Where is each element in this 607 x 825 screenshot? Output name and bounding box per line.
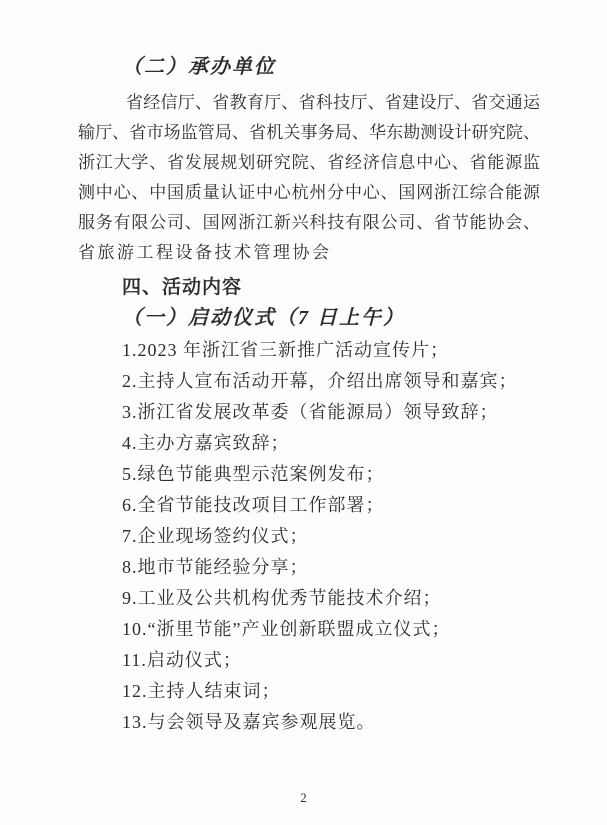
agenda-item: 13.与会领导及嘉宾参观展览。 <box>122 712 376 732</box>
paragraph-line: 测中心、中国质量认证中心杭州分中心、国网浙江综合能源 <box>78 183 540 202</box>
subsection-heading-launch-ceremony: （一）启动仪式（7 日上午） <box>122 307 405 329</box>
agenda-list <box>122 335 540 738</box>
paragraph-line: 省旅游工程设备技术管理协会 <box>78 243 332 262</box>
agenda-item: 8.地市节能经验分享； <box>122 557 309 577</box>
agenda-item: 1.2023 年浙江省三新推广活动宣传片； <box>122 340 449 360</box>
undertaker-paragraph <box>78 88 540 268</box>
paragraph-line: 输厅、省市场监管局、省机关事务局、华东勘测设计研究院、 <box>78 123 540 142</box>
agenda-item: 6.全省节能技改项目工作部署； <box>122 495 385 515</box>
agenda-item: 12.主持人结束词； <box>122 681 281 701</box>
paragraph-line: 省经信厅、省教育厅、省科技厅、省建设厅、省交通运 <box>126 93 540 112</box>
agenda-item: 5.绿色节能典型示范案例发布； <box>122 464 385 484</box>
agenda-item: 4.主办方嘉宾致辞； <box>122 433 290 453</box>
agenda-item: 9.工业及公共机构优秀节能技术介绍； <box>122 588 442 608</box>
agenda-item: 3.浙江省发展改革委（省能源局）领导致辞； <box>122 402 499 422</box>
agenda-item: 7.企业现场签约仪式； <box>122 526 309 546</box>
agenda-item: 2.主持人宣布活动开幕，介绍出席领导和嘉宾； <box>122 371 518 391</box>
page-number: 2 <box>300 790 307 805</box>
paragraph-line: 服务有限公司、国网浙江新兴科技有限公司、省节能协会、 <box>78 213 540 232</box>
agenda-item: 11.启动仪式； <box>122 650 242 670</box>
agenda-item: 10.“浙里节能”产业创新联盟成立仪式； <box>122 619 451 639</box>
document-content <box>78 52 540 738</box>
paragraph-line: 浙江大学、省发展规划研究院、省经济信息中心、省能源监 <box>78 153 540 172</box>
section-heading-activities: 四、活动内容 <box>122 277 243 298</box>
section-heading-undertakers: （二）承办单位 <box>122 56 276 78</box>
